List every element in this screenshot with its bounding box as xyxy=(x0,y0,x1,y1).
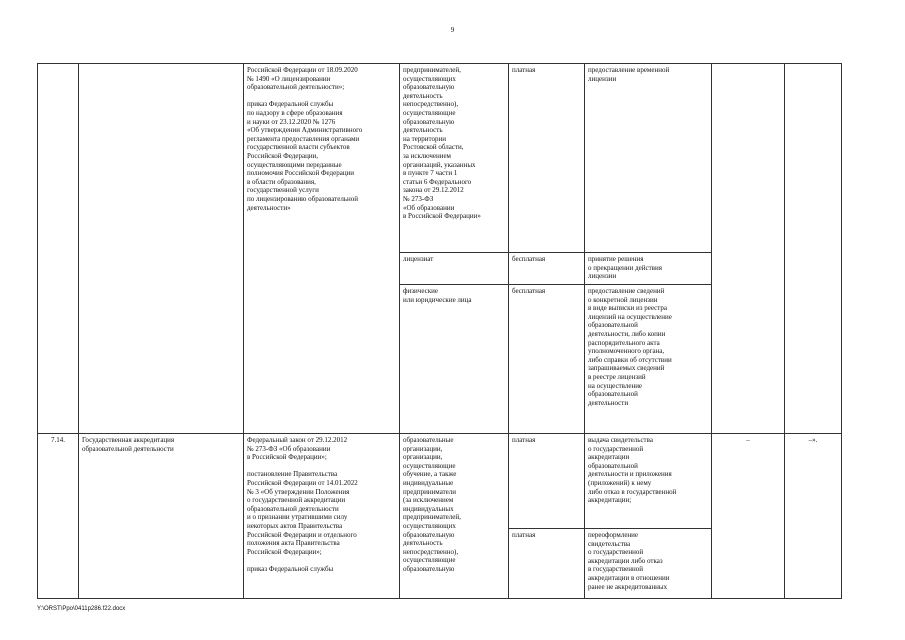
cost-cell: платная xyxy=(509,64,585,253)
recipient-cell: лицензиат xyxy=(400,253,509,285)
row-number-cell xyxy=(38,64,79,434)
table-row xyxy=(38,434,842,529)
result-cell: принятие решения о прекращении действия лицензии xyxy=(585,253,712,285)
service-name-cell: Государственная аккредитация образовательной деятельности xyxy=(79,434,244,599)
cost-cell: бесплатная xyxy=(509,253,585,285)
file-path-footer: Y:\ORST\Ppo\0411p286.f22.docx xyxy=(37,606,126,612)
cost-cell: платная xyxy=(509,434,585,529)
services-table xyxy=(37,63,842,599)
service-name-cell xyxy=(79,64,244,434)
column-7-cell xyxy=(712,64,785,434)
legal-basis-cell: Российской Федерации от 18.09.2020 № 1490 «О лицензировании образовательной деятельности»; приказ Федеральной службы по надзору в сфере образования и науки от 23.12.2020 № 1276 «Об утверждении Административного регламента предоставления органами государственной власти субъектов Российской Федерации, осуществляющими переданные полномочия Российской Федерации в области образования, государственной услуги по лицензированию образовательной деятельности» xyxy=(244,64,400,434)
result-cell: переоформление свидетельства о государственной аккредитации либо отказ в государственной аккредитации в отношении ранее не аккредитованных xyxy=(585,529,712,599)
cost-cell: бесплатная xyxy=(509,285,585,434)
cost-cell: платная xyxy=(509,529,585,599)
result-cell: предоставление временной лицензии xyxy=(585,64,712,253)
column-8-cell: –». xyxy=(785,434,842,599)
page-number: 9 xyxy=(450,26,455,34)
recipient-cell: предпринимателей, осуществляющих образовательную деятельность непосредственно), осуществляющие образовательную деятельность на территории Ростовской области, за исключением организаций, указанных в пункте 7 части 1 статьи 6 Федерального закона от 29.12.2012 № 273-ФЗ «Об образовании в Российской Федерации» xyxy=(400,64,509,253)
result-cell: выдача свидетельства о государственной аккредитации образовательной деятельности и приложения (приложений) к нему либо отказ в государственной аккредитации; xyxy=(585,434,712,529)
column-8-cell xyxy=(785,64,842,434)
legal-basis-cell: Федеральный закон от 29.12.2012 № 273-ФЗ «Об образовании в Российской Федерации»; постановление Правительства Российской Федерации от 14.01.2022 № 3 «Об утверждении Положения о государственной аккредитации образовательной деятельности и о признании утратившими силу некоторых актов Правительства Российской Федерации и отдельного положения акта Правительства Российской Федерации»; приказ Федеральной службы xyxy=(244,434,400,599)
row-number-cell: 7.14. xyxy=(38,434,79,599)
column-7-cell: – xyxy=(712,434,785,599)
recipient-cell: образовательные организации, организации, осуществляющие обучение, а также индивидуальные предприниматели (за исключением индивидуальных предпринимателей, осуществляющих образовательную деятельность непосредственно), осуществляющие образовательную xyxy=(400,434,509,599)
result-cell: предоставление сведений о конкретной лицензии в виде выписки из реестра лицензий на осуществление образовательной деятельности, либо копии распорядительного акта уполномоченного органа, либо справки об отсутствии запрашиваемых сведений в реестре лицензий на осуществление образовательной деятельности xyxy=(585,285,712,434)
table-row xyxy=(38,64,842,253)
recipient-cell: физические или юридические лица xyxy=(400,285,509,434)
